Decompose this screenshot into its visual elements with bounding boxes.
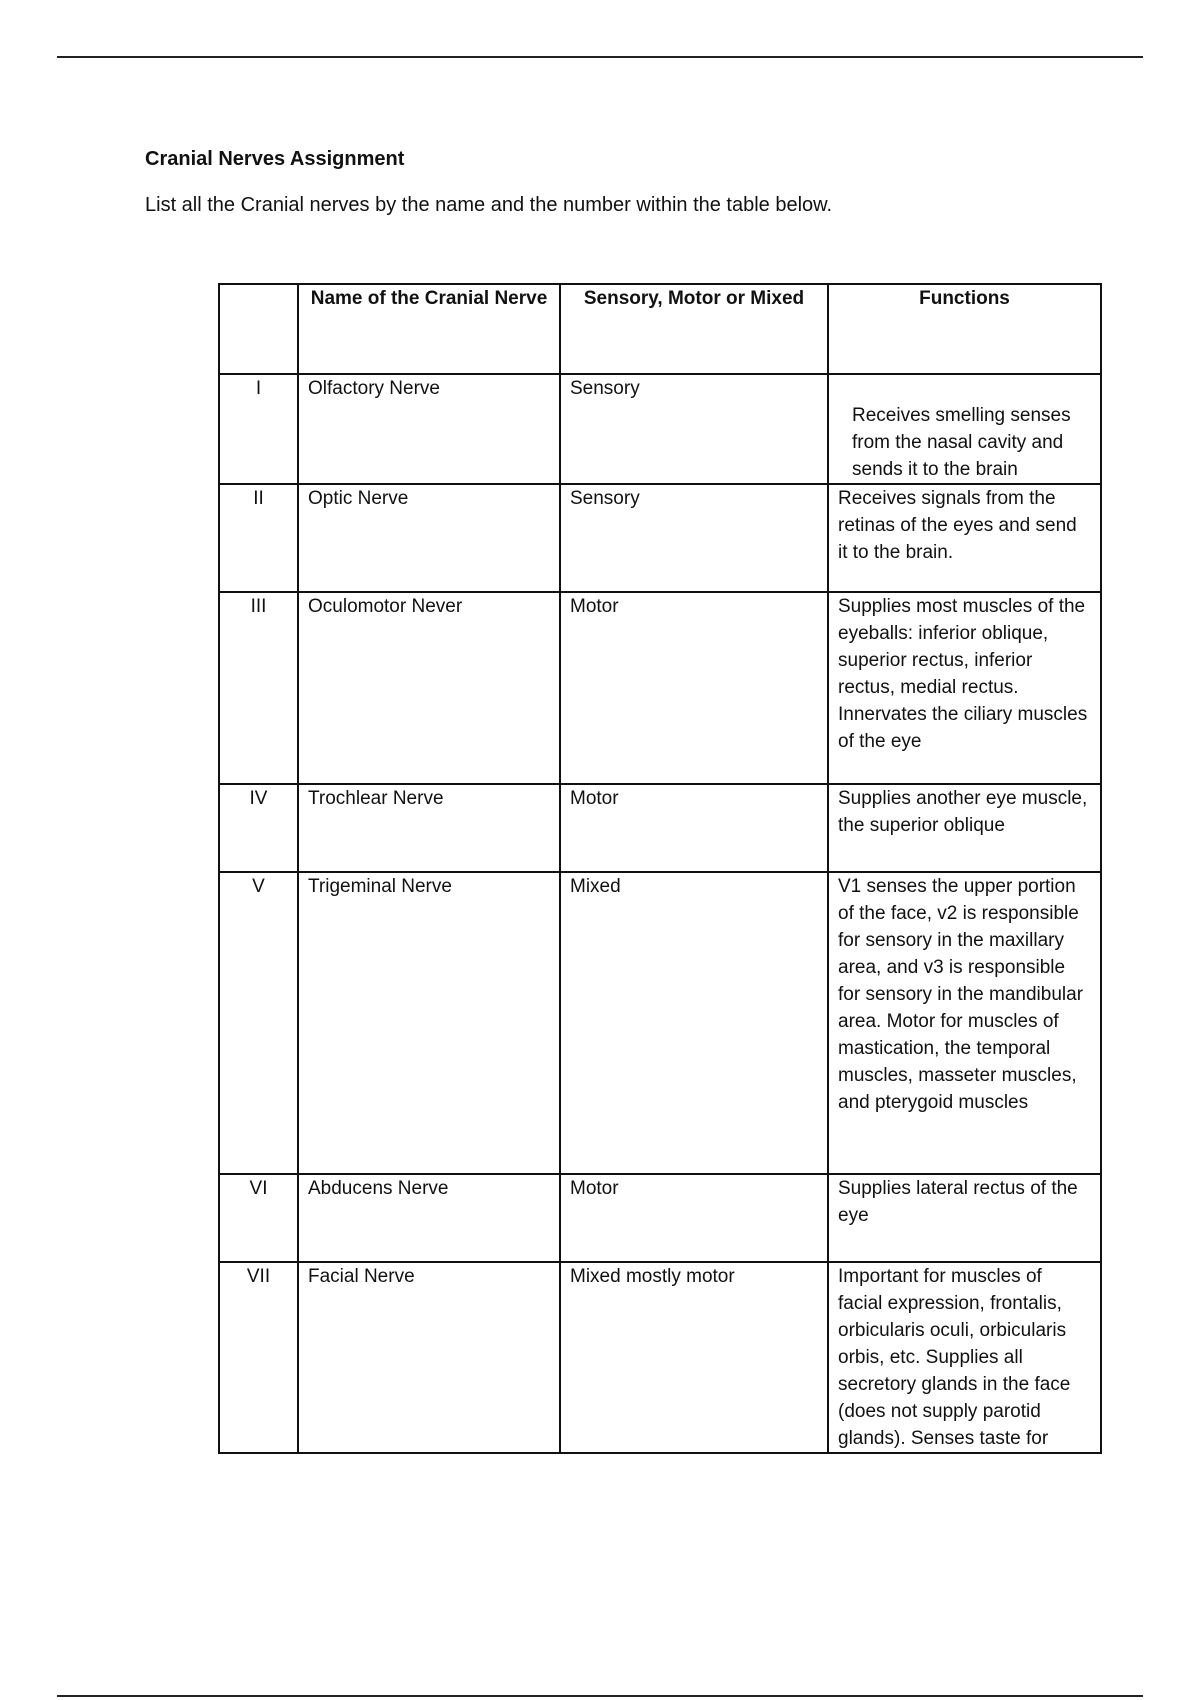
table-row	[219, 592, 1101, 784]
table-row	[219, 784, 1101, 872]
nerve-type: Sensory	[560, 374, 828, 484]
nerve-functions: Supplies most muscles of the eyeballs: inferior oblique, superior rectus, inferior rectus, medial rectus. Innervates the ciliary muscles of the eye	[828, 592, 1101, 784]
table-row	[219, 374, 1101, 484]
nerve-name: Trochlear Nerve	[298, 784, 560, 872]
page-header-rule	[57, 56, 1143, 58]
nerve-number: IV	[219, 784, 298, 872]
nerve-functions-text: Receives smelling senses from the nasal cavity and sends it to the brain	[852, 405, 1071, 480]
nerve-type: Sensory	[560, 484, 828, 592]
nerve-number: VI	[219, 1174, 298, 1262]
header-number	[219, 284, 298, 374]
nerve-type: Motor	[560, 784, 828, 872]
nerve-type: Motor	[560, 1174, 828, 1262]
nerve-type: Motor	[560, 592, 828, 784]
nerve-type: Mixed	[560, 872, 828, 1174]
nerve-number: V	[219, 872, 298, 1174]
nerve-number: I	[219, 374, 298, 484]
nerve-name: Facial Nerve	[298, 1262, 560, 1453]
nerve-number: VII	[219, 1262, 298, 1453]
header-type: Sensory, Motor or Mixed	[560, 284, 828, 374]
table-row	[219, 484, 1101, 592]
table-header-row	[219, 284, 1101, 374]
header-name: Name of the Cranial Nerve	[298, 284, 560, 374]
document-instruction: List all the Cranial nerves by the name and the number within the table below.	[145, 194, 833, 216]
nerve-name: Optic Nerve	[298, 484, 560, 592]
nerve-name: Trigeminal Nerve	[298, 872, 560, 1174]
page-footer-rule	[57, 1695, 1143, 1697]
cranial-nerves-table	[218, 283, 1102, 1454]
nerve-number: II	[219, 484, 298, 592]
nerve-type: Mixed mostly motor	[560, 1262, 828, 1453]
nerve-name: Olfactory Nerve	[298, 374, 560, 484]
nerve-functions: Receives signals from the retinas of the eyes and send it to the brain.	[828, 484, 1101, 592]
nerve-functions: Supplies another eye muscle, the superior oblique	[828, 784, 1101, 872]
document-title: Cranial Nerves Assignment	[145, 148, 405, 170]
table-row	[219, 1262, 1101, 1453]
nerve-name: Abducens Nerve	[298, 1174, 560, 1262]
nerve-functions: Supplies lateral rectus of the eye	[828, 1174, 1101, 1262]
nerve-functions: V1 senses the upper portion of the face, v2 is responsible for sensory in the maxillary area, and v3 is responsible for sensory in the mandibular area. Motor for muscles of mastication, the temporal muscles, masseter muscles, and pterygoid muscles	[828, 872, 1101, 1174]
nerve-name: Oculomotor Never	[298, 592, 560, 784]
nerve-functions	[828, 374, 1101, 484]
table-row	[219, 872, 1101, 1174]
nerve-number: III	[219, 592, 298, 784]
table-row	[219, 1174, 1101, 1262]
nerve-functions: Important for muscles of facial expression, frontalis, orbicularis oculi, orbicularis orbis, etc. Supplies all secretory glands in the face (does not supply parotid glands). Senses taste for	[828, 1262, 1101, 1453]
header-functions: Functions	[828, 284, 1101, 374]
